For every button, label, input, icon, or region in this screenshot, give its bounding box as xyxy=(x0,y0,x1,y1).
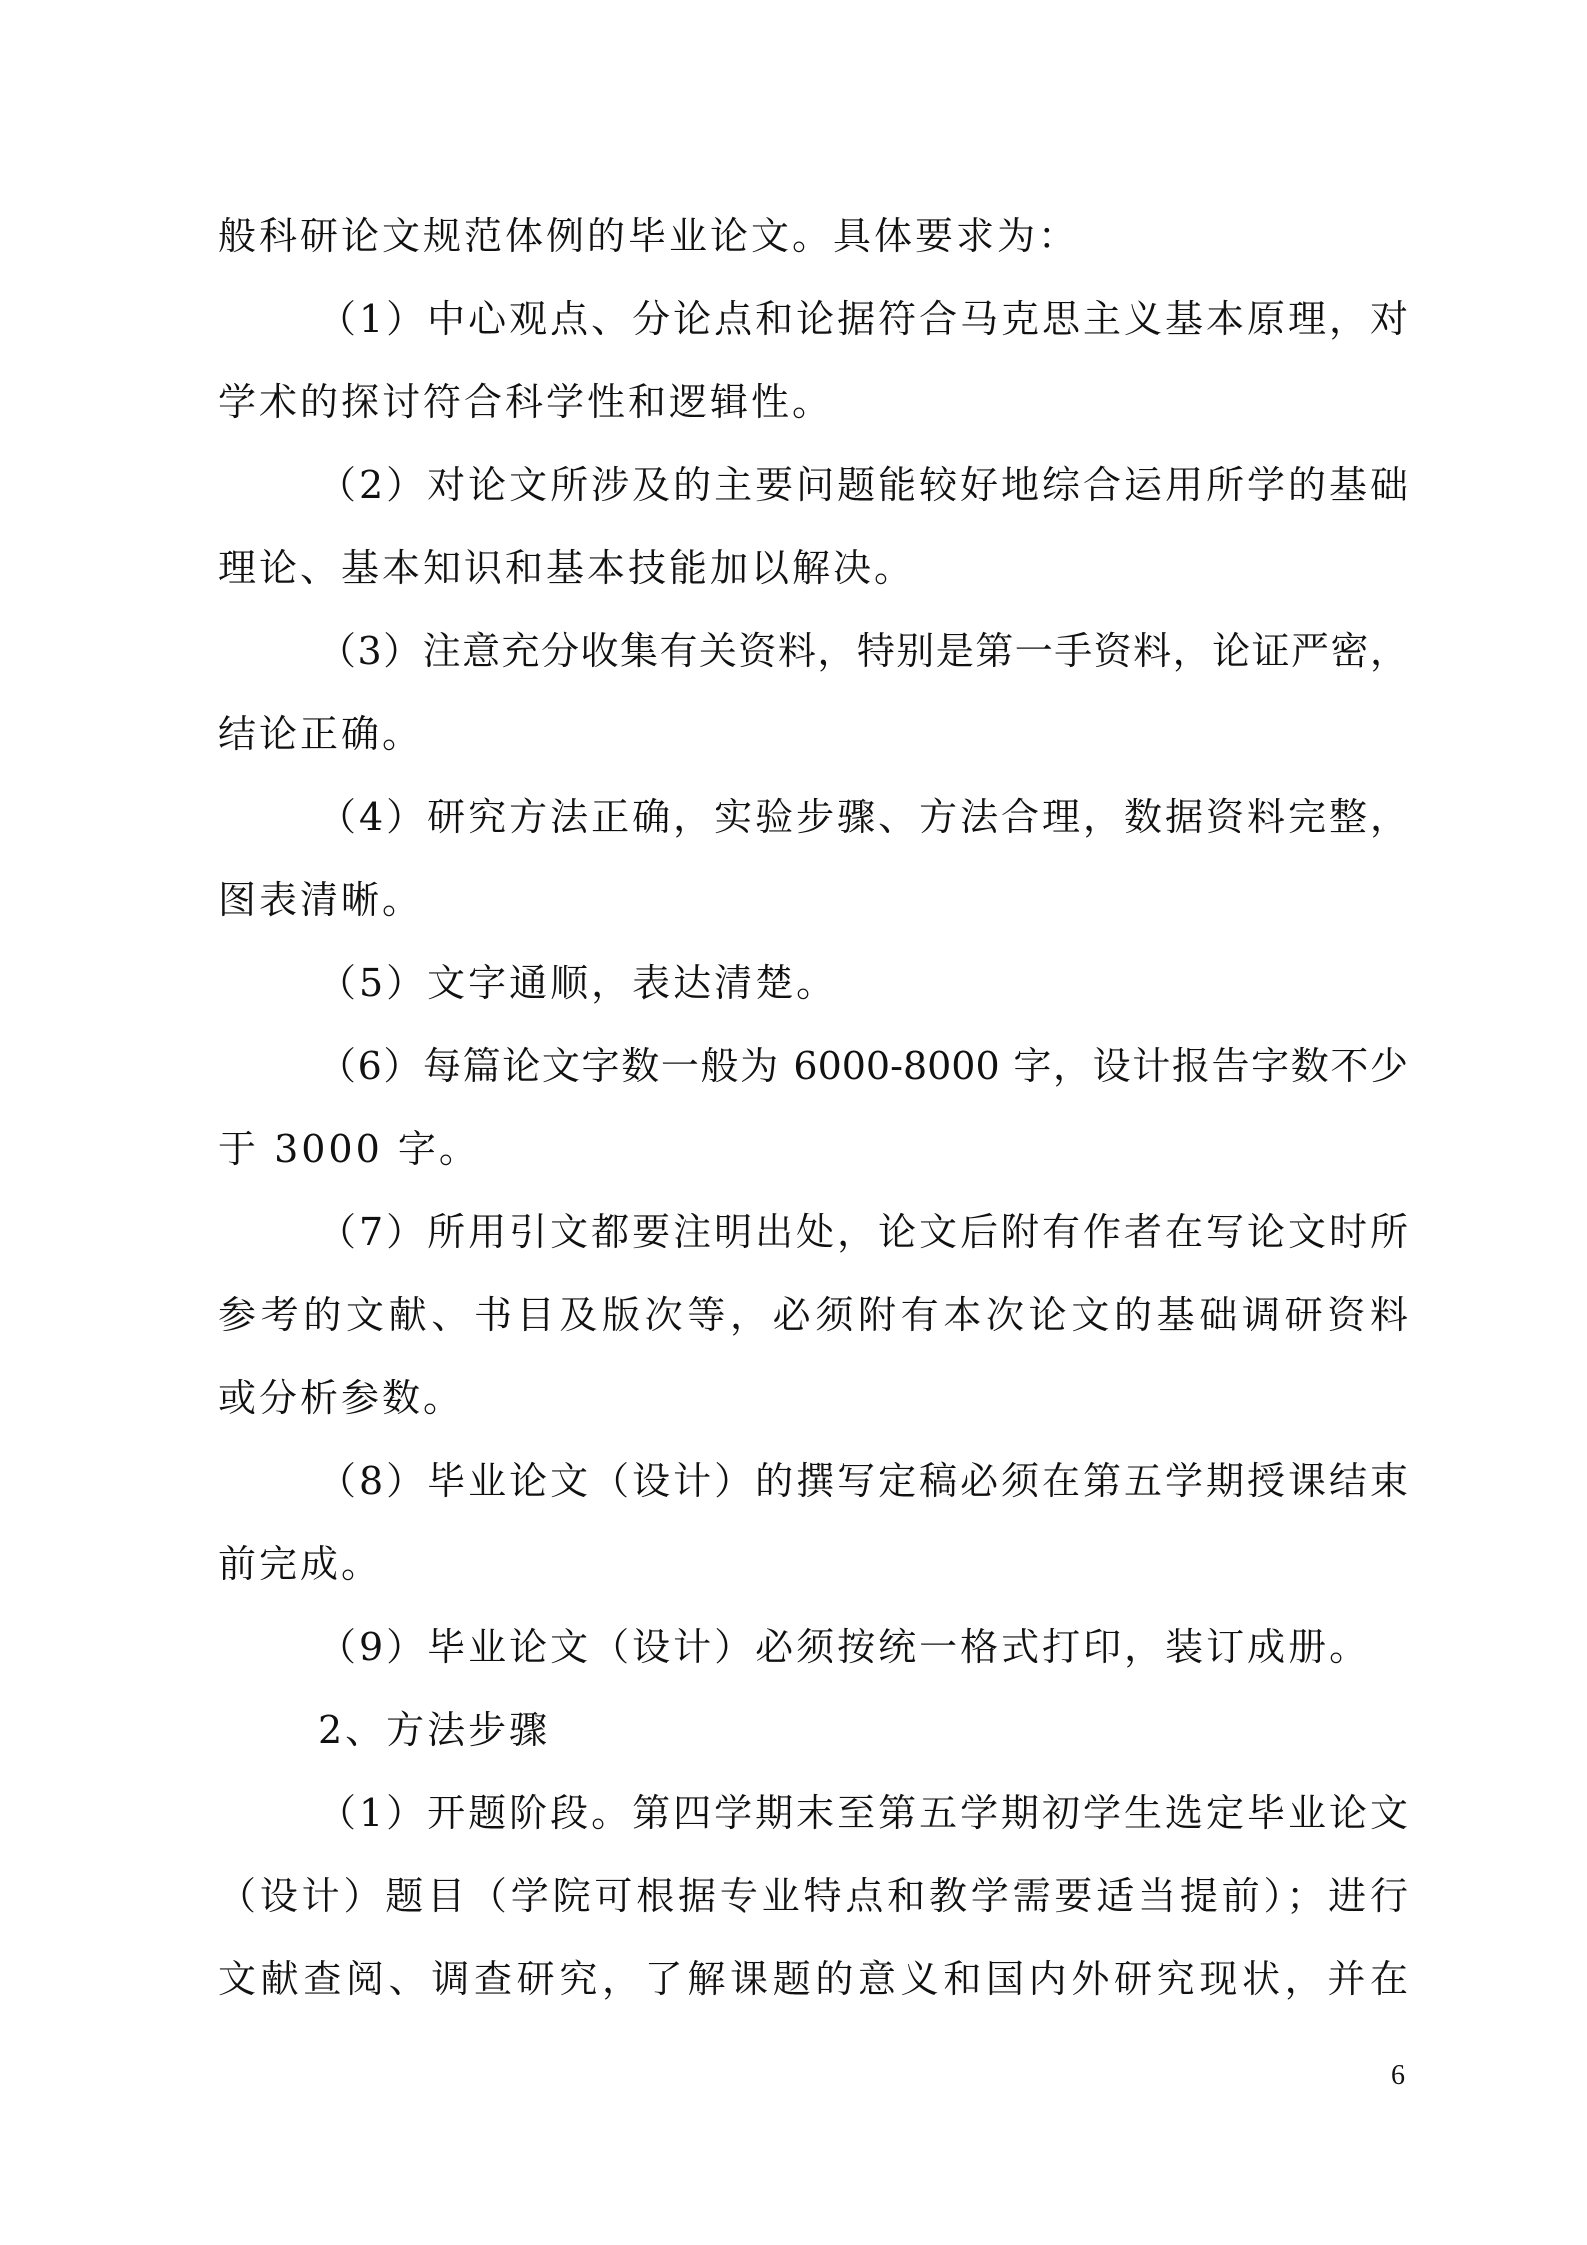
paragraph-line-20: （1）开题阶段。第四学期末至第五学期初学生选定毕业论文 xyxy=(318,1791,1408,1835)
paragraph-line-7: 结论正确。 xyxy=(218,712,424,756)
paragraph-line-15: 或分析参数。 xyxy=(218,1376,465,1420)
paragraph-line-3: 学术的探讨符合科学性和逻辑性。 xyxy=(218,380,834,424)
paragraph-line-13: （7）所用引文都要注明出处，论文后附有作者在写论文时所 xyxy=(318,1210,1408,1254)
paragraph-line-17: 前完成。 xyxy=(218,1542,383,1586)
page-number: 6 xyxy=(1391,2060,1405,2091)
paragraph-line-14: 参考的文献、书目及版次等，必须附有本次论文的基础调研资料 xyxy=(218,1293,1408,1337)
paragraph-line-22: 文献查阅、调查研究，了解课题的意义和国内外研究现状，并在 xyxy=(218,1957,1408,2001)
section-heading-method-steps: 2、方法步骤 xyxy=(318,1708,551,1752)
paragraph-line-16: （8）毕业论文（设计）的撰写定稿必须在第五学期授课结束 xyxy=(318,1459,1408,1503)
paragraph-line-21: （设计）题目（学院可根据专业特点和教学需要适当提前）；进行 xyxy=(218,1874,1408,1918)
paragraph-line-6: （3）注意充分收集有关资料，特别是第一手资料，论证严密， xyxy=(318,629,1408,673)
paragraph-line-4: （2）对论文所涉及的主要问题能较好地综合运用所学的基础 xyxy=(318,463,1408,507)
paragraph-line-2: （1）中心观点、分论点和论据符合马克思主义基本原理，对 xyxy=(318,297,1408,341)
paragraph-line-12: 于 3000 字。 xyxy=(218,1127,480,1171)
paragraph-line-8: （4）研究方法正确，实验步骤、方法合理，数据资料完整， xyxy=(318,795,1408,839)
paragraph-line-10: （5）文字通顺，表达清楚。 xyxy=(318,961,838,1005)
paragraph-line-1: 般科研论文规范体例的毕业论文。具体要求为： xyxy=(218,214,1080,258)
body-text xyxy=(218,195,1408,2021)
paragraph-line-9: 图表清晰。 xyxy=(218,878,424,922)
paragraph-line-18: （9）毕业论文（设计）必须按统一格式打印，装订成册。 xyxy=(318,1625,1371,1669)
paragraph-line-11: （6）每篇论文字数一般为 6000-8000 字，设计报告字数不少 xyxy=(318,1044,1408,1088)
paragraph-line-5: 理论、基本知识和基本技能加以解决。 xyxy=(218,546,916,590)
